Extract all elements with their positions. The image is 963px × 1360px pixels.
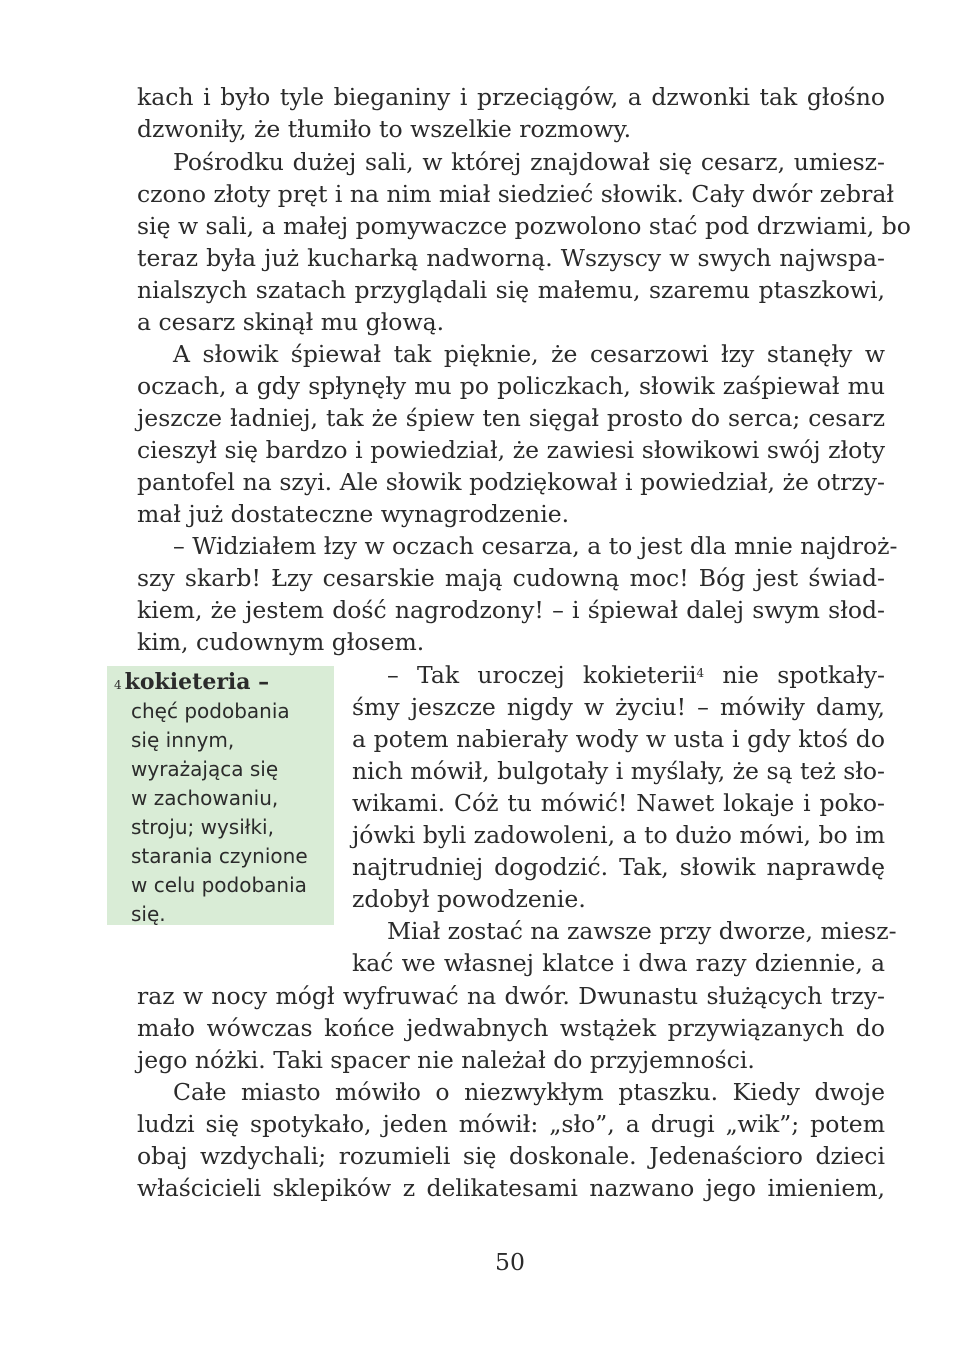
text-line: – Widziałem łzy w oczach cesarza, a to jest dla mnie najdroż- [173,532,898,560]
text-line: a cesarz skinął mu głową. [137,308,445,336]
text-line: śmy jeszcze nigdy w życiu! – mówiły damy, [352,693,885,721]
text-line: mał już dostateczne wynagrodzenie. [137,500,570,528]
page-number: 50 [495,1248,525,1276]
text-line: pantofel na szyi. Ale słowik podziękował i powiedział, że otrzy- [137,468,885,496]
glossary-box [107,666,334,925]
text-line: właścicieli sklepików z delikatesami nazwano jego imieniem, [137,1174,885,1202]
footnote-marker: 4 [696,666,705,680]
text-line: nich mówił, bulgotały i myślały, że są też sło- [352,757,885,785]
text-line: cieszył się bardzo i powiedział, że zawiesi słowikowi swój złoty [137,436,885,464]
text-fragment: nie spotkały- [704,661,885,689]
text-line: dzwoniły, że tłumiło to wszelkie rozmowy. [137,115,632,143]
glossary-term [114,668,269,697]
text-line: mało wówczas końce jedwabnych wstążek przywiązanych do [137,1014,885,1042]
text-line: wikami. Cóż tu mówić! Nawet lokaje i poko- [352,789,885,817]
text-line: się w sali, a małej pomywaczce pozwolono stać pod drzwiami, bo [137,212,911,240]
glossary-line: w zachowaniu, [131,786,279,810]
text-line: A słowik śpiewał tak pięknie, że cesarzowi łzy stanęły w [173,340,885,368]
glossary-line: chęć podobania [131,699,290,723]
glossary-term-word: kokieteria – [124,669,270,695]
text-line: kać we własnej klatce i dwa razy dziennie, a [352,949,885,977]
glossary-line: wyrażająca się [131,757,279,781]
text-line: zdobył powodzenie. [352,885,586,913]
glossary-footnote-number: 4 [114,678,122,692]
text-line: najtrudniej dogodzić. Tak, słowik naprawdę [352,853,885,881]
text-line: Pośrodku dużej sali, w której znajdował się cesarz, umiesz- [173,148,885,176]
text-line: jeszcze ładniej, tak że śpiew ten sięgał prosto do serca; cesarz [137,404,885,432]
glossary-line: w celu podobania [131,873,307,897]
text-fragment: – Tak uroczej kokieterii [387,661,697,689]
text-line: czono złoty pręt i na nim miał siedzieć słowik. Cały dwór zebrał [137,180,894,208]
glossary-line: stroju; wysiłki, [131,815,274,839]
text-line: nialszych szatach przyglądali się małemu, szaremu ptaszkowi, [137,276,885,304]
text-line: raz w nocy mógł wyfruwać na dwór. Dwunastu służących trzy- [137,982,885,1010]
glossary-line: się. [131,902,166,926]
text-line: kiem, że jestem dość nagrodzony! – i śpiewał dalej swym słod- [137,596,885,624]
text-line: obaj wzdychali; rozumieli się doskonale. Jedenaścioro dzieci [137,1142,885,1170]
text-line: Całe miasto mówiło o niezwykłym ptaszku. Kiedy dwoje [173,1078,885,1106]
text-line: szy skarb! Łzy cesarskie mają cudowną moc! Bóg jest świad- [137,564,885,592]
text-line: Miał zostać na zawsze przy dworze, miesz- [387,917,897,945]
text-line: kach i było tyle bieganiny i przeciągów, a dzwonki tak głośno [137,83,885,111]
text-line [387,659,885,691]
glossary-line: się innym, [131,728,235,752]
glossary-line: starania czynione [131,844,308,868]
text-line: jego nóżki. Taki spacer nie należał do przyjemności. [137,1046,755,1074]
text-line: ludzi się spotykało, jeden mówił: „sło”, a drugi „wik”; potem [137,1110,885,1138]
text-line: a potem nabierały wody w usta i gdy ktoś do [352,725,885,753]
text-line: oczach, a gdy spłynęły mu po policzkach, słowik zaśpiewał mu [137,372,885,400]
text-line: teraz była już kucharką nadworną. Wszyscy w swych najwspa- [137,244,885,272]
text-line: jówki byli zadowoleni, a to dużo mówi, bo im [352,821,885,849]
text-line: kim, cudownym głosem. [137,628,425,656]
